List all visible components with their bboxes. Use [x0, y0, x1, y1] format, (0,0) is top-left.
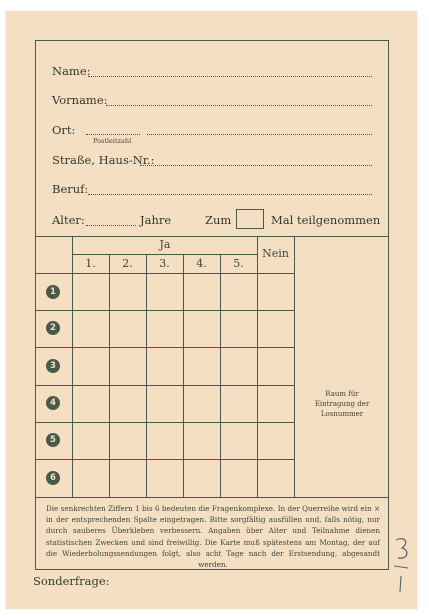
grid-row-line [36, 385, 294, 386]
sonderfrage-label: Sonderfrage: [33, 574, 110, 588]
column-header-1: 1. [85, 257, 96, 270]
column-header-5: 5. [233, 257, 244, 270]
name-label: Name: [52, 64, 91, 78]
losnummer-line: Losnummer [320, 410, 364, 418]
ja-header: Ja [159, 238, 171, 251]
grid-col-line [72, 236, 73, 497]
form-frame [35, 40, 389, 570]
postleitzahl-label: Postleitzahl [93, 137, 132, 145]
beruf-label: Beruf: [52, 182, 89, 196]
grid-row-line [36, 347, 294, 348]
grid-col-line [146, 254, 147, 497]
name-field[interactable] [88, 75, 372, 77]
grid-row-line [36, 459, 294, 460]
grid-bottom-line [36, 497, 388, 498]
vorname-field[interactable] [106, 104, 372, 106]
grid-ja-divider [72, 254, 258, 255]
grid-col-line [220, 254, 221, 497]
row-number-4: 4 [46, 396, 60, 410]
grid-row-line [36, 310, 294, 311]
postleitzahl-field[interactable] [86, 133, 140, 135]
teilnahme-count-box[interactable] [236, 209, 264, 229]
grid-col-line [109, 254, 110, 497]
grid-col-line [294, 236, 295, 497]
zum-label: Zum [205, 213, 232, 227]
instructions-text: Die senkrechten Ziffern 1 bis 6 bedeuten die Fragenkomplexe. In der Querreihe wird ein × in der entsprechenden Spalte eingetragen. Bitte sorgfältig ausfüllen und, falls nötig, nur durch sauberes Überkleben verbessern. Angaben über Alter und Teilnahme dienen statistischen Zwecken und sind freiwillig. Die Karte muß spätestens am Montag, der auf die Wiederholungssendungen folgt, also acht Tage nach der Erstsendung, abgesandt werden. [46, 504, 380, 570]
grid-col-line [257, 236, 258, 497]
vorname-label: Vorname: [52, 93, 108, 107]
grid-top-line [36, 236, 388, 237]
beruf-field[interactable] [88, 193, 372, 195]
grid-col-line [183, 254, 184, 497]
strasse-field[interactable] [140, 164, 372, 166]
ort-field[interactable] [147, 133, 372, 135]
row-number-6: 6 [46, 471, 60, 485]
row-number-1: 1 [46, 285, 60, 299]
grid-row-line [36, 422, 294, 423]
strasse-label: Straße, Haus-Nr.: [52, 153, 155, 167]
jahre-label: Jahre [140, 213, 172, 227]
mal-teilgenommen-label: Mal teilgenommen [271, 213, 381, 227]
losnummer-line: Raum für [325, 390, 359, 398]
row-number-3: 3 [46, 359, 60, 373]
column-header-2: 2. [122, 257, 133, 270]
row-number-2: 2 [46, 321, 60, 335]
ort-label: Ort: [52, 123, 76, 137]
nein-header: Nein [262, 247, 289, 260]
alter-label: Alter: [52, 213, 85, 227]
alter-field[interactable] [86, 224, 136, 226]
losnummer-note [296, 389, 388, 419]
column-header-4: 4. [196, 257, 207, 270]
row-number-5: 5 [46, 433, 60, 447]
grid-header-line [36, 273, 294, 274]
handwritten-mark [388, 532, 418, 602]
losnummer-line: Eintragung der [314, 400, 370, 408]
column-header-3: 3. [159, 257, 170, 270]
